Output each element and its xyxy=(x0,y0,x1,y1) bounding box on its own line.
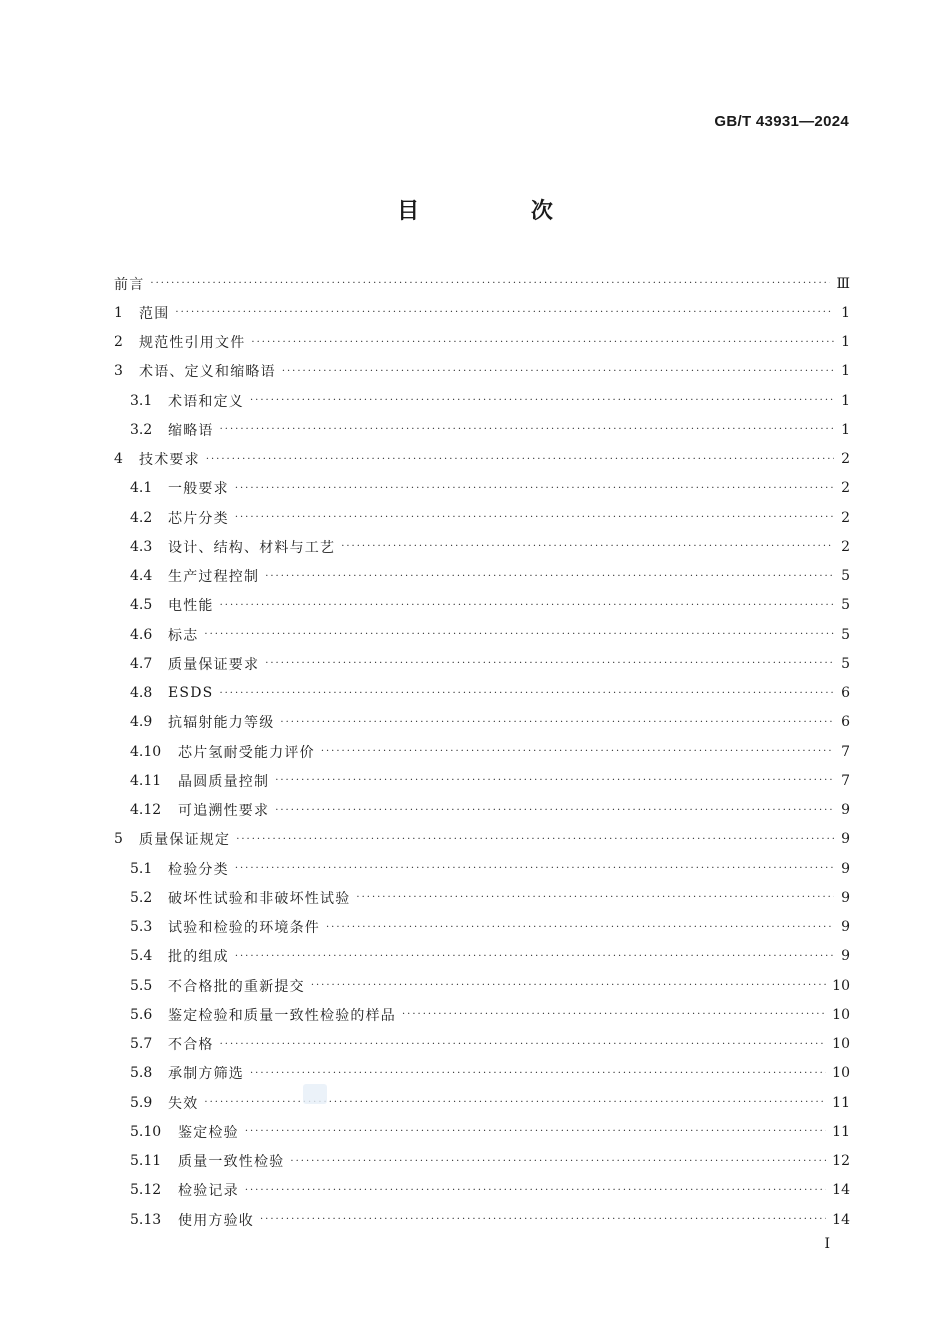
toc-entry[interactable] xyxy=(114,1059,850,1088)
toc-entry-number: 4.6 xyxy=(130,626,153,643)
leader-dots xyxy=(204,1088,826,1117)
toc-entry-page: 2 xyxy=(841,480,850,497)
leader-dots xyxy=(280,708,834,737)
toc-entry-title: 批的组成 xyxy=(168,949,229,966)
toc-entry-title: 芯片分类 xyxy=(168,510,229,527)
toc-entry-title: 技术要求 xyxy=(139,452,200,469)
toc-entry-number: 5.8 xyxy=(130,1065,153,1082)
toc-entry-title: 生产过程控制 xyxy=(168,569,260,586)
toc-entry-page: 1 xyxy=(841,334,850,351)
toc-entry-page: 5 xyxy=(841,626,850,643)
toc-entry-page: 5 xyxy=(841,568,850,585)
toc-entry[interactable] xyxy=(114,1176,850,1205)
toc-entry-page: 9 xyxy=(841,802,850,819)
toc-entry-title: 鉴定检验 xyxy=(178,1124,239,1141)
leader-dots xyxy=(250,1059,826,1088)
toc-entry-title: 缩略语 xyxy=(168,422,214,439)
leader-dots xyxy=(235,474,834,503)
toc-entry-number: 4.9 xyxy=(130,714,153,731)
leader-dots xyxy=(251,328,834,357)
leader-dots xyxy=(204,620,834,649)
toc-entry-number: 5.9 xyxy=(130,1094,153,1111)
toc-entry-number: 3.2 xyxy=(130,421,153,438)
toc-entry-number: 5.13 xyxy=(130,1211,162,1228)
leader-dots xyxy=(275,796,834,825)
toc-entry-page: 2 xyxy=(841,538,850,555)
leader-dots xyxy=(282,357,834,386)
toc-entry[interactable] xyxy=(114,1030,850,1059)
toc-entry-number: 5 xyxy=(114,831,123,848)
toc-entry-page: 11 xyxy=(832,1094,850,1111)
leader-dots xyxy=(275,766,834,795)
toc-entry-number: 4.10 xyxy=(130,743,162,760)
leader-dots xyxy=(245,1117,826,1146)
leader-dots xyxy=(265,562,834,591)
table-of-contents xyxy=(114,269,850,1234)
toc-entry-page: 9 xyxy=(841,948,850,965)
toc-entry[interactable] xyxy=(114,737,850,766)
toc-entry[interactable] xyxy=(114,679,850,708)
toc-entry-title: 试验和检验的环境条件 xyxy=(168,920,320,937)
toc-entry-number: 4 xyxy=(114,451,123,468)
toc-entry-page: 11 xyxy=(832,1123,850,1140)
toc-entry-number: 5.10 xyxy=(130,1123,162,1140)
leader-dots xyxy=(206,445,834,474)
toc-entry[interactable] xyxy=(114,649,850,678)
toc-entry-number: 4.7 xyxy=(130,655,153,672)
toc-entry-number: 5.11 xyxy=(130,1153,162,1170)
toc-entry-title: 质量保证规定 xyxy=(139,832,231,849)
toc-entry-page: 10 xyxy=(832,977,850,994)
toc-entry[interactable] xyxy=(114,269,850,298)
page-folio: Ⅰ xyxy=(824,1236,830,1252)
toc-entry-title: 术语、定义和缩略语 xyxy=(139,364,276,381)
leader-dots xyxy=(220,415,834,444)
leader-dots xyxy=(236,825,834,854)
leader-dots xyxy=(341,532,834,561)
leader-dots xyxy=(290,1147,826,1176)
toc-entry-title: 前言 xyxy=(114,276,145,293)
toc-entry[interactable] xyxy=(114,942,850,971)
toc-entry-page: 10 xyxy=(832,1065,850,1082)
toc-entry-page: 10 xyxy=(832,1006,850,1023)
toc-entry-title: 范围 xyxy=(139,305,170,322)
toc-entry-page: 2 xyxy=(841,451,850,468)
toc-entry-number: 4.4 xyxy=(130,568,153,585)
toc-entry-number: 5.12 xyxy=(130,1182,162,1199)
toc-entry-number: 4.12 xyxy=(130,802,162,819)
toc-entry[interactable] xyxy=(114,591,850,620)
toc-entry-page: 1 xyxy=(841,304,850,321)
toc-entry-number: 5.2 xyxy=(130,889,153,906)
leader-dots xyxy=(402,1000,826,1029)
toc-entry-title: 使用方验收 xyxy=(178,1212,254,1229)
toc-entry-page: 1 xyxy=(841,363,850,380)
toc-entry[interactable] xyxy=(114,766,850,795)
toc-entry-number: 4.3 xyxy=(130,538,153,555)
toc-entry-page: 9 xyxy=(841,889,850,906)
toc-entry-title: 不合格 xyxy=(168,1037,214,1054)
leader-dots xyxy=(150,269,830,298)
toc-entry-page: 14 xyxy=(832,1211,850,1228)
leader-dots xyxy=(356,883,834,912)
toc-entry-number: 5.7 xyxy=(130,1036,153,1053)
toc-entry-page: 6 xyxy=(841,714,850,731)
toc-entry-number: 4.2 xyxy=(130,509,153,526)
toc-entry-number: 2 xyxy=(114,334,123,351)
toc-entry-number: 5.1 xyxy=(130,860,153,877)
toc-entry-page: 5 xyxy=(841,597,850,614)
toc-entry-title: 检验分类 xyxy=(168,861,229,878)
toc-entry[interactable] xyxy=(114,1117,850,1146)
toc-entry[interactable] xyxy=(114,1147,850,1176)
toc-entry[interactable] xyxy=(114,298,850,327)
toc-entry-page: 9 xyxy=(841,860,850,877)
toc-entry-number: 5.4 xyxy=(130,948,153,965)
toc-entry-title: 质量保证要求 xyxy=(168,656,260,673)
toc-entry-title: ESDS xyxy=(168,685,214,702)
toc-entry-title: 规范性引用文件 xyxy=(139,335,246,352)
toc-entry[interactable] xyxy=(114,445,850,474)
toc-entry[interactable] xyxy=(114,474,850,503)
leader-dots xyxy=(235,942,834,971)
leader-dots xyxy=(220,591,834,620)
toc-entry-title: 晶圆质量控制 xyxy=(178,773,270,790)
leader-dots xyxy=(235,503,834,532)
toc-entry-title: 检验记录 xyxy=(178,1183,239,1200)
leader-dots xyxy=(311,971,826,1000)
leader-dots xyxy=(175,298,834,327)
toc-entry-page: 6 xyxy=(841,685,850,702)
toc-entry-title: 质量一致性检验 xyxy=(178,1154,285,1171)
toc-entry-title: 承制方筛选 xyxy=(168,1066,244,1083)
toc-entry-page: 9 xyxy=(841,831,850,848)
toc-entry[interactable] xyxy=(114,854,850,883)
toc-entry[interactable] xyxy=(114,503,850,532)
toc-entry-page: Ⅲ xyxy=(836,275,850,292)
toc-entry-title: 术语和定义 xyxy=(168,393,244,410)
toc-entry-title: 一般要求 xyxy=(168,481,229,498)
toc-entry-title: 鉴定检验和质量一致性检验的样品 xyxy=(168,1007,396,1024)
toc-entry[interactable] xyxy=(114,883,850,912)
toc-entry-number: 3.1 xyxy=(130,392,153,409)
toc-entry-title: 标志 xyxy=(168,627,199,644)
toc-entry[interactable] xyxy=(114,328,850,357)
toc-entry[interactable] xyxy=(114,971,850,1000)
toc-entry[interactable] xyxy=(114,415,850,444)
toc-entry-page: 14 xyxy=(832,1182,850,1199)
toc-entry-number: 4.5 xyxy=(130,597,153,614)
toc-entry-title: 失效 xyxy=(168,1095,199,1112)
toc-entry-number: 4.11 xyxy=(130,772,162,789)
leader-dots xyxy=(260,1205,826,1234)
toc-entry-number: 3 xyxy=(114,363,123,380)
leader-dots xyxy=(321,737,834,766)
toc-entry[interactable] xyxy=(114,1205,850,1234)
toc-entry-number: 5.6 xyxy=(130,1006,153,1023)
toc-entry[interactable] xyxy=(114,386,850,415)
leader-dots xyxy=(250,386,834,415)
toc-entry[interactable] xyxy=(114,913,850,942)
toc-entry[interactable] xyxy=(114,1000,850,1029)
leader-dots xyxy=(220,1030,827,1059)
toc-entry-number: 5.5 xyxy=(130,977,153,994)
toc-entry-page: 10 xyxy=(832,1036,850,1053)
toc-entry-page: 9 xyxy=(841,919,850,936)
toc-entry-page: 1 xyxy=(841,421,850,438)
toc-entry-number: 1 xyxy=(114,304,123,321)
toc-entry-number: 4.1 xyxy=(130,480,153,497)
toc-entry-title: 可追溯性要求 xyxy=(178,803,270,820)
toc-title: 目 次 xyxy=(397,199,605,224)
toc-entry-number: 4.8 xyxy=(130,685,153,702)
leader-dots xyxy=(265,649,834,678)
toc-entry[interactable] xyxy=(114,532,850,561)
watermark-logo xyxy=(303,1084,327,1104)
toc-entry-page: 7 xyxy=(841,743,850,760)
toc-entry[interactable] xyxy=(114,357,850,386)
toc-entry-title: 不合格批的重新提交 xyxy=(168,978,305,995)
toc-entry[interactable] xyxy=(114,1088,850,1117)
toc-entry[interactable] xyxy=(114,562,850,591)
toc-entry-page: 1 xyxy=(841,392,850,409)
leader-dots xyxy=(326,913,834,942)
toc-entry-number: 5.3 xyxy=(130,919,153,936)
toc-entry[interactable] xyxy=(114,708,850,737)
toc-entry-page: 5 xyxy=(841,655,850,672)
toc-entry-title: 设计、结构、材料与工艺 xyxy=(168,539,336,556)
toc-entry-title: 破坏性试验和非破坏性试验 xyxy=(168,890,351,907)
toc-entry-title: 芯片氢耐受能力评价 xyxy=(178,744,315,761)
standard-number: GB/T 43931—2024 xyxy=(714,113,849,130)
toc-entry-title: 抗辐射能力等级 xyxy=(168,715,275,732)
leader-dots xyxy=(245,1176,826,1205)
leader-dots xyxy=(235,854,834,883)
toc-entry[interactable] xyxy=(114,825,850,854)
toc-entry[interactable] xyxy=(114,620,850,649)
toc-entry-title: 电性能 xyxy=(168,598,214,615)
toc-entry-page: 12 xyxy=(832,1153,850,1170)
toc-entry[interactable] xyxy=(114,796,850,825)
toc-entry-page: 7 xyxy=(841,772,850,789)
leader-dots xyxy=(219,679,834,708)
toc-entry-page: 2 xyxy=(841,509,850,526)
